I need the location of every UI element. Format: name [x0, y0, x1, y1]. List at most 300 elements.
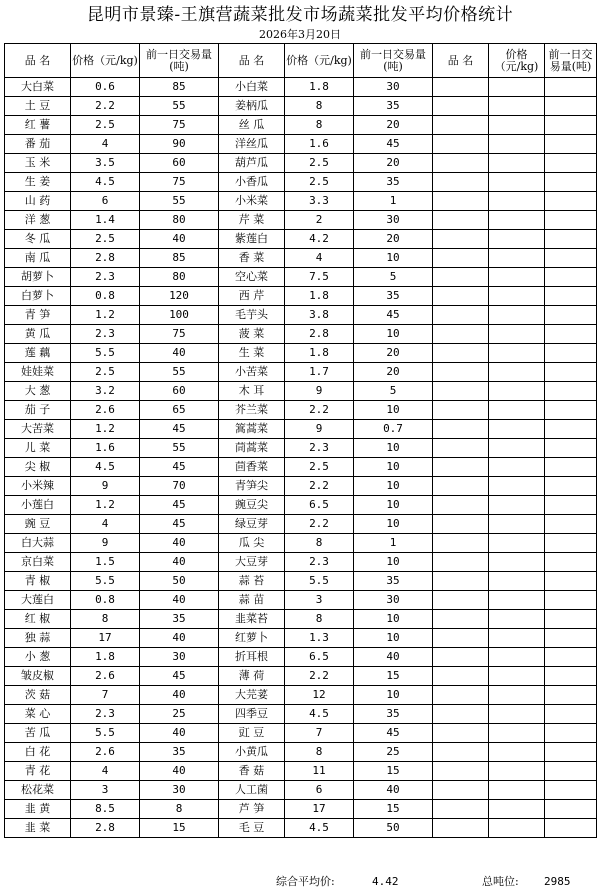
item-name-cell: 大白菜: [5, 78, 71, 97]
table-row: [5, 762, 597, 781]
volume-cell: [545, 572, 597, 591]
price-cell: [489, 401, 545, 420]
volume-cell: 30: [140, 648, 219, 667]
price-cell: 8: [285, 97, 354, 116]
item-name-cell: [433, 781, 489, 800]
table-row: [5, 667, 597, 686]
item-name-cell: 茼蒿菜: [219, 439, 285, 458]
item-name-cell: 韭 黄: [5, 800, 71, 819]
item-name-cell: 生 姜: [5, 173, 71, 192]
price-cell: 7: [71, 686, 140, 705]
volume-cell: [545, 458, 597, 477]
header-price: 价格（元/kg): [285, 44, 354, 78]
table-row: [5, 382, 597, 401]
item-name-cell: 小莲白: [5, 496, 71, 515]
item-name-cell: [433, 667, 489, 686]
volume-cell: 35: [354, 287, 433, 306]
volume-cell: 45: [140, 496, 219, 515]
volume-cell: 20: [354, 230, 433, 249]
volume-cell: 40: [354, 781, 433, 800]
price-cell: [489, 629, 545, 648]
header-volume: 前一日交易量(吨): [354, 44, 433, 78]
volume-cell: 80: [140, 268, 219, 287]
volume-cell: [545, 173, 597, 192]
item-name-cell: [433, 572, 489, 591]
price-cell: 1.7: [285, 363, 354, 382]
item-name-cell: 大苦菜: [5, 420, 71, 439]
price-cell: 4: [71, 515, 140, 534]
volume-cell: 35: [354, 97, 433, 116]
item-name-cell: 生 菜: [219, 344, 285, 363]
volume-cell: 40: [140, 553, 219, 572]
item-name-cell: [433, 325, 489, 344]
item-name-cell: 芦 笋: [219, 800, 285, 819]
volume-cell: 20: [354, 363, 433, 382]
volume-cell: 35: [354, 705, 433, 724]
header-volume: 前一日交易量(吨): [545, 44, 597, 78]
price-cell: 3.3: [285, 192, 354, 211]
item-name-cell: [433, 173, 489, 192]
volume-cell: [545, 591, 597, 610]
volume-cell: 90: [140, 135, 219, 154]
price-cell: 1.8: [285, 344, 354, 363]
volume-cell: [545, 648, 597, 667]
table-row: [5, 648, 597, 667]
table-row: [5, 268, 597, 287]
volume-cell: 25: [140, 705, 219, 724]
volume-cell: 60: [140, 382, 219, 401]
volume-cell: [545, 762, 597, 781]
volume-cell: [545, 610, 597, 629]
table-row: [5, 458, 597, 477]
price-cell: 3.5: [71, 154, 140, 173]
item-name-cell: 小香瓜: [219, 173, 285, 192]
volume-cell: [545, 135, 597, 154]
table-row: [5, 591, 597, 610]
price-cell: 6: [71, 192, 140, 211]
item-name-cell: 紫莲白: [219, 230, 285, 249]
table-row: [5, 173, 597, 192]
price-cell: [489, 686, 545, 705]
item-name-cell: 黄 瓜: [5, 325, 71, 344]
item-name-cell: 南 瓜: [5, 249, 71, 268]
table-row: [5, 515, 597, 534]
volume-cell: 20: [354, 116, 433, 135]
price-cell: 6: [285, 781, 354, 800]
volume-cell: 35: [140, 743, 219, 762]
item-name-cell: [433, 458, 489, 477]
volume-cell: [545, 686, 597, 705]
volume-cell: [545, 325, 597, 344]
price-cell: 4: [285, 249, 354, 268]
volume-cell: 5: [354, 268, 433, 287]
item-name-cell: 洋 葱: [5, 211, 71, 230]
item-name-cell: 小 葱: [5, 648, 71, 667]
volume-cell: 55: [140, 97, 219, 116]
item-name-cell: [433, 363, 489, 382]
price-cell: [489, 477, 545, 496]
price-cell: 1.3: [285, 629, 354, 648]
price-cell: 4: [71, 135, 140, 154]
volume-cell: 10: [354, 610, 433, 629]
table-row: [5, 800, 597, 819]
report-title: 昆明市景臻-王旗营蔬菜批发市场蔬菜批发平均价格统计: [86, 5, 514, 25]
table-row: [5, 249, 597, 268]
volume-cell: 45: [140, 420, 219, 439]
volume-cell: 45: [140, 667, 219, 686]
item-name-cell: [433, 439, 489, 458]
report-date: 2026年3月20日: [259, 28, 341, 41]
table-row: [5, 439, 597, 458]
price-cell: 2.2: [285, 515, 354, 534]
volume-cell: 40: [354, 648, 433, 667]
item-name-cell: 大芫荽: [219, 686, 285, 705]
price-cell: [489, 781, 545, 800]
volume-cell: 30: [354, 211, 433, 230]
price-cell: 2.5: [71, 230, 140, 249]
volume-cell: [545, 344, 597, 363]
price-cell: 0.8: [71, 287, 140, 306]
item-name-cell: 红 椒: [5, 610, 71, 629]
price-cell: [489, 211, 545, 230]
item-name-cell: 小白菜: [219, 78, 285, 97]
price-cell: 8: [285, 116, 354, 135]
item-name-cell: 折耳根: [219, 648, 285, 667]
price-cell: [489, 819, 545, 838]
table-row: [5, 705, 597, 724]
price-cell: 7.5: [285, 268, 354, 287]
price-cell: 9: [71, 477, 140, 496]
price-cell: [489, 648, 545, 667]
volume-cell: 75: [140, 173, 219, 192]
table-row: [5, 819, 597, 838]
price-cell: 8: [285, 534, 354, 553]
item-name-cell: 苦 瓜: [5, 724, 71, 743]
price-cell: [489, 800, 545, 819]
item-name-cell: 大豆芽: [219, 553, 285, 572]
volume-cell: [545, 705, 597, 724]
price-cell: 2.5: [285, 458, 354, 477]
item-name-cell: [433, 705, 489, 724]
volume-cell: [545, 553, 597, 572]
item-name-cell: [433, 382, 489, 401]
header-name: 品 名: [433, 44, 489, 78]
table-row: [5, 306, 597, 325]
item-name-cell: [433, 515, 489, 534]
volume-cell: 75: [140, 116, 219, 135]
price-cell: 9: [71, 534, 140, 553]
item-name-cell: [433, 420, 489, 439]
item-name-cell: 西 芹: [219, 287, 285, 306]
item-name-cell: 小苦菜: [219, 363, 285, 382]
volume-cell: 40: [140, 629, 219, 648]
price-cell: 11: [285, 762, 354, 781]
price-cell: [489, 667, 545, 686]
item-name-cell: [433, 629, 489, 648]
price-cell: [489, 515, 545, 534]
item-name-cell: 青笋尖: [219, 477, 285, 496]
volume-cell: [545, 743, 597, 762]
volume-cell: 60: [140, 154, 219, 173]
item-name-cell: 青 笋: [5, 306, 71, 325]
item-name-cell: [433, 192, 489, 211]
item-name-cell: 豌 豆: [5, 515, 71, 534]
item-name-cell: 白萝卜: [5, 287, 71, 306]
item-name-cell: 玉 米: [5, 154, 71, 173]
price-cell: [489, 534, 545, 553]
volume-cell: [545, 724, 597, 743]
item-name-cell: 豇 豆: [219, 724, 285, 743]
price-cell: 3.2: [71, 382, 140, 401]
price-cell: 8: [71, 610, 140, 629]
price-cell: [489, 610, 545, 629]
table-row: [5, 211, 597, 230]
volume-cell: 10: [354, 439, 433, 458]
price-cell: 2.8: [71, 249, 140, 268]
volume-cell: 75: [140, 325, 219, 344]
price-cell: 3.8: [285, 306, 354, 325]
item-name-cell: [433, 97, 489, 116]
price-cell: 2.5: [285, 173, 354, 192]
price-cell: 2.2: [71, 97, 140, 116]
item-name-cell: 薄 荷: [219, 667, 285, 686]
item-name-cell: 山 药: [5, 192, 71, 211]
item-name-cell: 大 葱: [5, 382, 71, 401]
price-cell: [489, 78, 545, 97]
item-name-cell: [433, 306, 489, 325]
volume-cell: 40: [140, 344, 219, 363]
table-row: [5, 116, 597, 135]
price-cell: 1.8: [71, 648, 140, 667]
volume-cell: [545, 211, 597, 230]
item-name-cell: 韭菜苔: [219, 610, 285, 629]
volume-cell: 10: [354, 249, 433, 268]
item-name-cell: 茄 子: [5, 401, 71, 420]
item-name-cell: 毛芋头: [219, 306, 285, 325]
price-cell: 1.4: [71, 211, 140, 230]
table-row: [5, 363, 597, 382]
price-cell: 0.6: [71, 78, 140, 97]
item-name-cell: 菠 菜: [219, 325, 285, 344]
item-name-cell: [433, 268, 489, 287]
volume-cell: 40: [140, 534, 219, 553]
item-name-cell: 番 茄: [5, 135, 71, 154]
volume-cell: 10: [354, 515, 433, 534]
price-cell: 2.2: [285, 401, 354, 420]
volume-cell: 20: [354, 344, 433, 363]
table-row: [5, 781, 597, 800]
volume-cell: [545, 800, 597, 819]
volume-cell: 40: [140, 686, 219, 705]
table-row: [5, 629, 597, 648]
price-cell: 2.6: [71, 667, 140, 686]
average-price-label: 综合平均价:: [276, 875, 335, 888]
price-cell: 9: [285, 420, 354, 439]
table-row: [5, 135, 597, 154]
item-name-cell: 小黄瓜: [219, 743, 285, 762]
price-cell: [489, 344, 545, 363]
price-cell: 2.5: [71, 363, 140, 382]
price-cell: [489, 306, 545, 325]
price-cell: 1.2: [71, 420, 140, 439]
volume-cell: 0.7: [354, 420, 433, 439]
price-cell: 1.6: [285, 135, 354, 154]
item-name-cell: [433, 78, 489, 97]
item-name-cell: 蒜 苗: [219, 591, 285, 610]
volume-cell: 10: [354, 553, 433, 572]
header-price: 价格（元/kg): [71, 44, 140, 78]
volume-cell: 10: [354, 325, 433, 344]
volume-cell: [545, 439, 597, 458]
volume-cell: [545, 97, 597, 116]
volume-cell: 40: [140, 762, 219, 781]
item-name-cell: 芥兰菜: [219, 401, 285, 420]
item-name-cell: [433, 116, 489, 135]
item-name-cell: 小米菜: [219, 192, 285, 211]
volume-cell: 10: [354, 458, 433, 477]
item-name-cell: [433, 401, 489, 420]
volume-cell: [545, 268, 597, 287]
volume-cell: 5: [354, 382, 433, 401]
volume-cell: 30: [354, 591, 433, 610]
header-name: 品 名: [219, 44, 285, 78]
price-cell: [489, 268, 545, 287]
price-cell: [489, 116, 545, 135]
price-cell: [489, 363, 545, 382]
volume-cell: [545, 401, 597, 420]
item-name-cell: 姜柄瓜: [219, 97, 285, 116]
price-cell: [489, 743, 545, 762]
volume-cell: 40: [140, 591, 219, 610]
price-cell: 5.5: [71, 344, 140, 363]
item-name-cell: [433, 230, 489, 249]
item-name-cell: [433, 344, 489, 363]
item-name-cell: 大莲白: [5, 591, 71, 610]
item-name-cell: 冬 瓜: [5, 230, 71, 249]
volume-cell: [545, 249, 597, 268]
table-row: [5, 97, 597, 116]
price-cell: 8: [285, 743, 354, 762]
table-row: [5, 572, 597, 591]
price-cell: 2.6: [71, 743, 140, 762]
table-row: [5, 553, 597, 572]
price-cell: 2.6: [71, 401, 140, 420]
volume-cell: 35: [354, 173, 433, 192]
table-row: [5, 724, 597, 743]
price-cell: 5.5: [71, 724, 140, 743]
price-cell: 8: [285, 610, 354, 629]
table-row: [5, 192, 597, 211]
item-name-cell: 尖 椒: [5, 458, 71, 477]
volume-cell: [545, 477, 597, 496]
item-name-cell: 香 菜: [219, 249, 285, 268]
volume-cell: 50: [354, 819, 433, 838]
price-cell: 2.3: [71, 325, 140, 344]
volume-cell: 15: [354, 800, 433, 819]
price-cell: 2.8: [71, 819, 140, 838]
price-cell: 4.5: [71, 458, 140, 477]
volume-cell: 45: [354, 306, 433, 325]
table-header-row: [5, 44, 597, 78]
price-cell: [489, 762, 545, 781]
item-name-cell: 青 椒: [5, 572, 71, 591]
volume-cell: 120: [140, 287, 219, 306]
item-name-cell: 京白菜: [5, 553, 71, 572]
volume-cell: [545, 515, 597, 534]
price-cell: 6.5: [285, 496, 354, 515]
item-name-cell: 瓜 尖: [219, 534, 285, 553]
item-name-cell: 红 薯: [5, 116, 71, 135]
volume-cell: 85: [140, 78, 219, 97]
volume-cell: [545, 287, 597, 306]
item-name-cell: 皱皮椒: [5, 667, 71, 686]
table-row: [5, 344, 597, 363]
price-cell: [489, 439, 545, 458]
price-cell: 7: [285, 724, 354, 743]
price-cell: [489, 458, 545, 477]
item-name-cell: 红萝卜: [219, 629, 285, 648]
volume-cell: 50: [140, 572, 219, 591]
price-cell: [489, 325, 545, 344]
volume-cell: 15: [354, 762, 433, 781]
price-cell: 2.3: [71, 705, 140, 724]
item-name-cell: [433, 553, 489, 572]
table-row: [5, 287, 597, 306]
price-cell: [489, 154, 545, 173]
price-cell: 2.3: [285, 439, 354, 458]
item-name-cell: 白 花: [5, 743, 71, 762]
item-name-cell: 空心菜: [219, 268, 285, 287]
item-name-cell: [433, 800, 489, 819]
price-cell: 2.3: [71, 268, 140, 287]
volume-cell: [545, 382, 597, 401]
volume-cell: [545, 781, 597, 800]
price-cell: 2.5: [285, 154, 354, 173]
header-price: 价格（元/kg): [489, 44, 545, 78]
volume-cell: [545, 420, 597, 439]
header-name: 品 名: [5, 44, 71, 78]
volume-cell: 65: [140, 401, 219, 420]
price-cell: 4: [71, 762, 140, 781]
volume-cell: 30: [354, 78, 433, 97]
item-name-cell: [433, 610, 489, 629]
average-price-value: 4.42: [372, 875, 399, 888]
item-name-cell: 韭 菜: [5, 819, 71, 838]
price-cell: [489, 553, 545, 572]
volume-cell: 10: [354, 686, 433, 705]
item-name-cell: 木 耳: [219, 382, 285, 401]
item-name-cell: [433, 496, 489, 515]
table-row: [5, 610, 597, 629]
volume-cell: 15: [140, 819, 219, 838]
item-name-cell: 菜 心: [5, 705, 71, 724]
price-cell: 4.5: [285, 819, 354, 838]
item-name-cell: [433, 686, 489, 705]
volume-cell: 55: [140, 192, 219, 211]
volume-cell: 70: [140, 477, 219, 496]
volume-cell: [545, 230, 597, 249]
table-body: [5, 78, 597, 838]
volume-cell: 55: [140, 439, 219, 458]
table-row: [5, 496, 597, 515]
price-cell: [489, 249, 545, 268]
item-name-cell: 青 花: [5, 762, 71, 781]
item-name-cell: [433, 135, 489, 154]
volume-cell: 80: [140, 211, 219, 230]
table-row: [5, 686, 597, 705]
volume-cell: [545, 496, 597, 515]
volume-cell: [545, 78, 597, 97]
